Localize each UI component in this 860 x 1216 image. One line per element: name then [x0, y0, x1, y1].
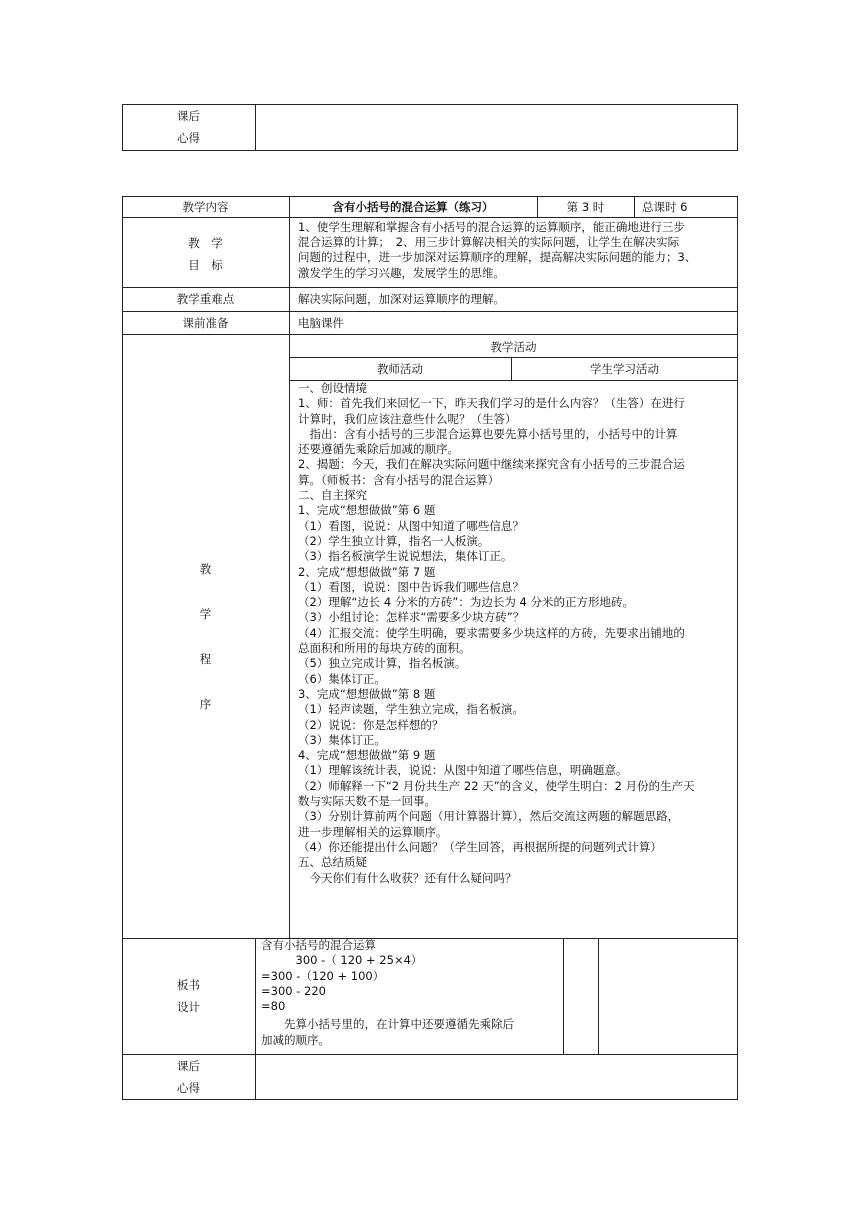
- table-divider: [289, 334, 290, 938]
- goals-line: 问题的过程中，进一步加深对运算顺序的理解，提高解决实际问题的能力；3、: [298, 250, 697, 265]
- total-lessons: 总课时 6: [642, 200, 688, 214]
- board-line: 先算小括号里的，在计算中还要遵循先乘除后: [261, 1017, 514, 1032]
- table-divider: [289, 357, 738, 358]
- activity-line: （5）独立完成计算，指名板演。: [298, 656, 467, 671]
- activity-line: （1）理解该统计表，说说：从图中知道了哪些信息，明确题意。: [298, 763, 628, 778]
- table-divider: [122, 311, 738, 312]
- activity-line: 指出：含有小括号的三步混合运算也要先算小括号里的，小括号中的计算: [298, 426, 678, 441]
- process-label-char: 教: [199, 562, 212, 576]
- activity-line: （1）看图，说说：图中告诉我们哪些信息？: [298, 579, 524, 594]
- content-label: 教学内容: [182, 200, 229, 214]
- activity-line: 进一步理解相关的运算顺序。: [298, 824, 448, 839]
- activity-line: （2）学生独立计算，指名一人板演。: [298, 533, 490, 548]
- activity-line: 算。（师板书：含有小括号的混合运算）: [298, 472, 500, 487]
- activity-line: 3、完成“想想做做”第 8 题: [298, 686, 436, 701]
- table-divider: [634, 196, 635, 217]
- activity-line: （3）指名板演学生说说想法，集体订正。: [298, 549, 513, 564]
- activity-line: 今天你们有什么收获？还有什么疑问吗？: [298, 870, 517, 885]
- reflection-label-line1: 课后: [177, 1059, 200, 1073]
- activities-text: [298, 381, 695, 886]
- table-divider: [122, 217, 738, 218]
- goals-label-line2: 目 标: [188, 258, 223, 272]
- table-divider: [122, 334, 738, 335]
- board-line: =300 -（120 + 100）: [261, 968, 385, 983]
- activity-line: （6）集体订正。: [298, 671, 386, 686]
- table-divider: [122, 287, 738, 288]
- lesson-number: 第 3 时: [566, 200, 605, 214]
- board-line: 含有小括号的混合运算: [261, 938, 376, 952]
- goals-line: 激发学生的学习兴趣，发展学生的思维。: [298, 265, 505, 280]
- activity-line: （2）说说：你是怎样想的？: [298, 717, 444, 732]
- board-line: 300 -（ 120 + 25×4）: [261, 953, 423, 968]
- activity-line: （2）师解释一下“2 月份共生产 22 天”的含义，使学生明白：2 月份的生产天: [298, 778, 695, 793]
- reflection-label-line1: 课后: [177, 109, 200, 123]
- activities-header: 教学活动: [490, 340, 537, 354]
- activity-line: （3）小组讨论：怎样求“需要多少块方砖”？: [298, 610, 525, 625]
- goals-text: [298, 220, 696, 281]
- goals-label-line1: 教 学: [188, 236, 223, 250]
- activity-line: （1）轻声读题，学生独立完成，指名板演。: [298, 702, 524, 717]
- activity-line: 还要遵循先乘除后加减的顺序。: [298, 442, 459, 457]
- activity-line: （3）分别计算前两个问题（用计算器计算），然后交流这两题的解题思路，: [298, 809, 680, 824]
- table-divider: [598, 938, 599, 1054]
- table-divider: [255, 938, 256, 1100]
- goals-line: 1、使学生理解和掌握含有小括号的混合运算的运算顺序，能正确地进行三步: [298, 220, 685, 234]
- board-text: [261, 938, 514, 1048]
- activity-line: （4）你还能提出什么问题？（学生回答，再根据所提的问题列式计算）: [298, 839, 662, 854]
- activity-line: 2、完成“想想做做”第 7 题: [298, 564, 436, 579]
- reflection-label-line2: 心得: [177, 131, 200, 145]
- preparation-label: 课前准备: [182, 316, 229, 330]
- reflection-label-line2: 心得: [177, 1081, 200, 1095]
- board-line: =80: [261, 999, 286, 1014]
- table-divider: [122, 1054, 738, 1055]
- board-label-line1: 板书: [177, 978, 200, 992]
- process-label-char: 学: [199, 607, 212, 621]
- lesson-title: 含有小括号的混合运算（练习）: [332, 200, 494, 214]
- activity-line: 计算时，我们应该注意些什么呢？（生答）: [298, 411, 517, 426]
- process-label-char: 程: [199, 652, 212, 666]
- activity-line: （3）集体订正。: [298, 732, 386, 747]
- table-divider: [255, 104, 256, 151]
- key-points-label: 教学重难点: [176, 292, 235, 306]
- key-points-text: 解决实际问题，加深对运算顺序的理解。: [298, 292, 505, 306]
- activity-line: 2、揭题：今天，我们在解决实际问题中继续来探究含有小括号的三步混合运: [298, 457, 685, 472]
- activity-line: （1）看图，说说：从图中知道了哪些信息？: [298, 518, 524, 533]
- teacher-activities-header: 教师活动: [377, 362, 423, 376]
- student-activities-header: 学生学习活动: [590, 362, 659, 376]
- board-line: =300 - 220: [261, 983, 326, 998]
- table-divider: [563, 938, 564, 1054]
- activity-line: 二、自主探究: [298, 488, 367, 503]
- preparation-text: 电脑课件: [298, 316, 344, 330]
- activity-line: 一、创设情境: [298, 381, 367, 395]
- activity-line: （4）汇报交流：使学生明确，要求需要多少块这样的方砖，先要求出铺地的: [298, 625, 685, 640]
- activity-line: （2）理解“边长 4 分米的方砖”：为边长为 4 分米的正方形地砖。: [298, 595, 634, 610]
- activity-line: 总面积和所用的每块方砖的面积。: [298, 641, 471, 656]
- activity-line: 五、总结质疑: [298, 855, 367, 870]
- activity-line: 数与实际天数不是一回事。: [298, 794, 436, 809]
- board-label-line2: 设计: [177, 1000, 200, 1014]
- process-label-char: 序: [199, 697, 212, 711]
- activity-line: 1、完成“想想做做”第 6 题: [298, 503, 436, 518]
- board-line: 加减的顺序。: [261, 1032, 330, 1047]
- goals-line: 混合运算的计算； 2、用三步计算解决相关的实际问题，让学生在解决实际: [298, 235, 680, 250]
- activity-line: 1、师：首先我们来回忆一下，昨天我们学习的是什么内容？（生答）在进行: [298, 396, 685, 411]
- activity-line: 4、完成“想想做做”第 9 题: [298, 748, 436, 763]
